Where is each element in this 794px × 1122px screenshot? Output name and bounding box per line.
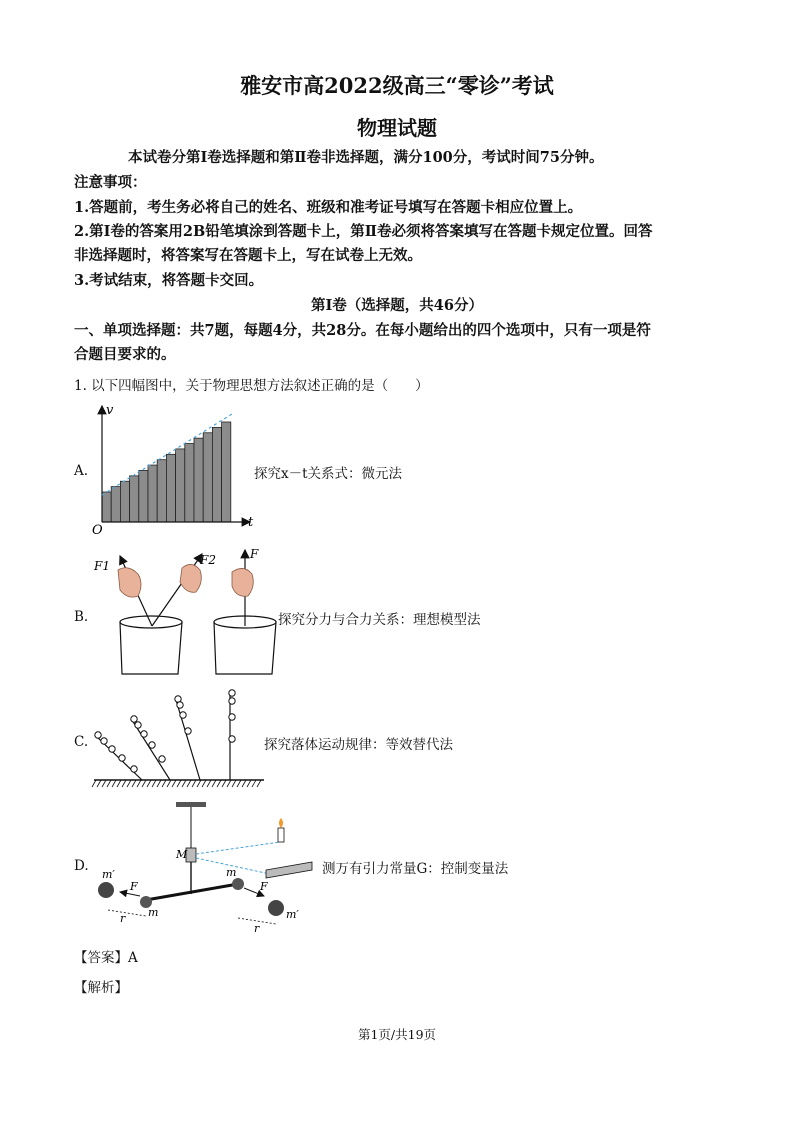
large-ball-left bbox=[98, 882, 114, 898]
notice-item-3: 3.考试结束，将答题卡交回。 bbox=[74, 272, 264, 289]
hatch-mark bbox=[197, 780, 201, 787]
option-a-bars bbox=[102, 422, 231, 522]
hatch-mark bbox=[177, 780, 181, 787]
notice-item-1: 1.答题前，考生务必将自己的姓名、班级和准考证号填写在答题卡相应位置上。 bbox=[74, 199, 583, 216]
option-a-caption: 探究x－t关系式：微元法 bbox=[254, 466, 403, 482]
hatch-mark bbox=[247, 780, 251, 787]
bar bbox=[148, 465, 157, 522]
notice-heading: 注意事项： bbox=[74, 174, 147, 191]
hatch-mark bbox=[112, 780, 116, 787]
ball bbox=[180, 712, 186, 718]
bar bbox=[120, 481, 129, 522]
bar bbox=[157, 460, 166, 522]
hatch-mark bbox=[102, 780, 106, 787]
analysis-heading: 【解析】 bbox=[74, 980, 128, 996]
small-ball-right-label: m bbox=[226, 866, 237, 879]
ground-hatch bbox=[92, 780, 261, 787]
bar bbox=[111, 487, 120, 522]
hatch-mark bbox=[187, 780, 191, 787]
bar bbox=[176, 449, 185, 522]
option-a-label: A. bbox=[74, 463, 89, 479]
hatch-mark bbox=[227, 780, 231, 787]
ball bbox=[177, 702, 183, 708]
ball bbox=[175, 696, 181, 702]
hatch-mark bbox=[237, 780, 241, 787]
large-ball-right bbox=[268, 900, 284, 916]
option-a-v-label: v bbox=[106, 403, 114, 418]
hatch-mark bbox=[132, 780, 136, 787]
option-d-caption: 测万有引力常量G：控制变量法 bbox=[322, 861, 509, 877]
hatch-mark bbox=[147, 780, 151, 787]
ball bbox=[101, 738, 107, 744]
option-b-caption: 探究分力与合力关系：理想模型法 bbox=[278, 612, 481, 628]
ball bbox=[229, 714, 235, 720]
hatch-mark bbox=[222, 780, 226, 787]
ball bbox=[229, 736, 235, 742]
distance-left-line bbox=[108, 910, 146, 916]
hatch-mark bbox=[172, 780, 176, 787]
right-hand-icon bbox=[180, 564, 201, 592]
candle-icon bbox=[278, 828, 284, 842]
hatch-mark bbox=[152, 780, 156, 787]
f2-label: F2 bbox=[200, 553, 216, 567]
f1-label: F1 bbox=[94, 559, 110, 573]
hatch-mark bbox=[232, 780, 236, 787]
hatch-mark bbox=[97, 780, 101, 787]
hatch-mark bbox=[252, 780, 256, 787]
hatch-mark bbox=[192, 780, 196, 787]
ball bbox=[95, 732, 101, 738]
single-hand-icon bbox=[232, 568, 253, 596]
large-ball-right-label: m′ bbox=[286, 908, 299, 921]
bar bbox=[194, 438, 203, 522]
scale-ruler bbox=[266, 862, 312, 878]
force-right-label: F bbox=[260, 880, 268, 893]
ball bbox=[141, 731, 147, 737]
force-left-label: F bbox=[130, 880, 138, 893]
part-heading-line-1: 一、单项选择题：共7题，每题4分，共28分。在每小题给出的四个选项中，只有一项是符 bbox=[74, 322, 651, 339]
hatch-mark bbox=[182, 780, 186, 787]
large-ball-left-label: m′ bbox=[102, 868, 115, 881]
option-c-label: C. bbox=[74, 734, 89, 750]
hatch-mark bbox=[127, 780, 131, 787]
ball bbox=[119, 755, 125, 761]
light-ray-in bbox=[196, 842, 280, 854]
section-heading: 第Ⅰ卷（选择题，共46分） bbox=[311, 297, 483, 314]
part-heading-line-2: 合题目要求的。 bbox=[74, 346, 176, 363]
option-b-label: B. bbox=[74, 609, 89, 625]
left-bucket bbox=[120, 622, 182, 674]
hatch-mark bbox=[142, 780, 146, 787]
subject-title: 物理试题 bbox=[357, 116, 437, 140]
incline-3 bbox=[176, 700, 200, 780]
question-1-stem: 1. 以下四幅图中，关于物理思想方法叙述正确的是（ ） bbox=[74, 378, 429, 394]
intro-text: 本试卷分第Ⅰ卷选择题和第Ⅱ卷非选择题，满分100分，考试时间75分钟。 bbox=[128, 149, 604, 166]
bar bbox=[102, 492, 111, 522]
hatch-mark bbox=[257, 780, 261, 787]
hatch-mark bbox=[242, 780, 246, 787]
option-b-figure bbox=[90, 542, 280, 682]
bar bbox=[203, 433, 212, 522]
hatch-mark bbox=[167, 780, 171, 787]
ball bbox=[185, 728, 191, 734]
ball bbox=[131, 716, 137, 722]
hatch-mark bbox=[107, 780, 111, 787]
flame-icon bbox=[279, 818, 283, 828]
bar bbox=[139, 470, 148, 522]
mirror-m-label: M bbox=[176, 848, 188, 861]
option-d-figure bbox=[90, 800, 320, 935]
hatch-mark bbox=[202, 780, 206, 787]
notice-item-2-line-2: 非选择题时，将答案写在答题卡上，写在试卷上无效。 bbox=[74, 247, 422, 264]
incline-2 bbox=[132, 720, 170, 780]
f-label: F bbox=[250, 547, 259, 561]
ball bbox=[131, 766, 137, 772]
page-footer: 第1页/共19页 bbox=[357, 1027, 437, 1042]
ball bbox=[135, 722, 141, 728]
small-ball-left-label: m bbox=[148, 906, 159, 919]
ball bbox=[109, 746, 115, 752]
mirror-m bbox=[186, 848, 196, 862]
small-ball-right bbox=[232, 878, 244, 890]
hatch-mark bbox=[162, 780, 166, 787]
answer-text: 【答案】A bbox=[74, 950, 138, 966]
left-hand-icon bbox=[118, 568, 141, 597]
bar bbox=[166, 454, 175, 522]
falling-balls bbox=[95, 690, 235, 772]
bar bbox=[185, 444, 194, 522]
ceiling-mount bbox=[176, 802, 206, 807]
ball bbox=[159, 756, 165, 762]
ball bbox=[149, 742, 155, 748]
hatch-mark bbox=[137, 780, 141, 787]
ball bbox=[229, 690, 235, 696]
left-bucket-rim bbox=[120, 616, 182, 628]
bar bbox=[130, 476, 139, 522]
distance-left-label: r bbox=[120, 912, 126, 925]
option-a-figure bbox=[90, 402, 260, 537]
hatch-mark bbox=[217, 780, 221, 787]
hatch-mark bbox=[207, 780, 211, 787]
hatch-mark bbox=[122, 780, 126, 787]
right-bucket bbox=[214, 622, 276, 674]
hatch-mark bbox=[212, 780, 216, 787]
bar bbox=[222, 422, 231, 522]
option-a-t-label: t bbox=[248, 515, 254, 530]
option-d-label: D. bbox=[74, 858, 89, 874]
bar bbox=[212, 427, 221, 522]
ball bbox=[229, 698, 235, 704]
exam-title: 雅安市高2022级高三“零诊”考试 bbox=[240, 73, 554, 98]
hatch-mark bbox=[117, 780, 121, 787]
hatch-mark bbox=[157, 780, 161, 787]
distance-right-label: r bbox=[254, 922, 260, 935]
notice-item-2-line-1: 2.第Ⅰ卷的答案用2B铅笔填涂到答题卡上，第Ⅱ卷必须将答案填写在答题卡规定位置。回答 bbox=[74, 223, 653, 240]
option-c-figure bbox=[90, 690, 270, 790]
rod-horizontal bbox=[146, 884, 238, 900]
hatch-mark bbox=[92, 780, 96, 787]
option-a-origin-label: O bbox=[92, 523, 103, 538]
option-c-caption: 探究落体运动规律：等效替代法 bbox=[264, 737, 453, 753]
